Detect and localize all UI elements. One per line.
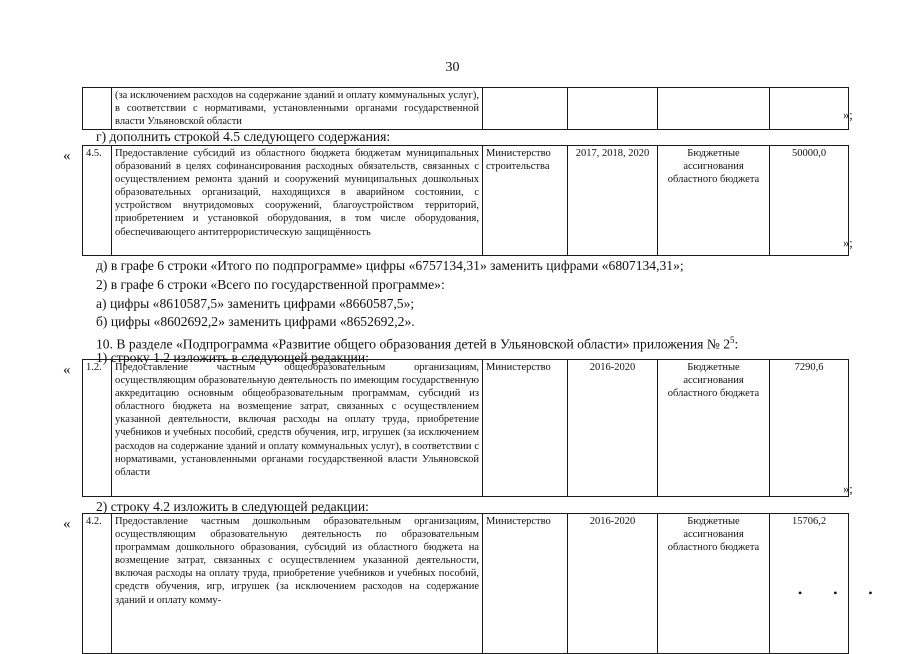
- table-row-4-5: [82, 145, 849, 256]
- cell-source: [658, 88, 770, 130]
- cell-ministry: Министерство: [483, 360, 568, 497]
- cell-years: [568, 88, 658, 130]
- paragraph-2: 2) в графе 6 строки «Всего по государственной программе»:: [96, 277, 445, 292]
- paragraph-1-2: 1) строку 1.2 изложить в следующей редакции:: [96, 350, 369, 365]
- paragraph-10-end: :: [734, 336, 739, 352]
- table-continuation: [82, 87, 849, 130]
- cell-description: Предоставление частным дошкольным образовательным организациям, осуществляющим образовательную деятельность по образовательным программам дошкольного образования, субсидий из областного бюджета на возмещение затрат, связанных с осуществлением указанной деятельности, включая расходы на оплату труда, приобретение учебников и учебных пособий, средств обучения, игр, игрушек (за исключением расходов на содержание зданий и оплату комму-: [112, 514, 483, 654]
- cell-amount: 50000,0: [770, 146, 849, 256]
- footnote-superscript: 5: [730, 335, 735, 345]
- paragraph-10-text: 10. В разделе «Подпрограмма «Развитие общего образования детей в Ульяновской области» приложения № 2: [96, 336, 730, 352]
- opening-quote: «: [63, 516, 71, 532]
- cell-description: Предоставление субсидий из областного бюджета бюджетам муниципальных образований в целях софинансирования расходных обязательств, связанных с осуществлением ремонта зданий и сооружений муниципальных дошкольных образовательных организаций, находящихся в аварийном состоянии, с устройством внутридомовых сооружений, благоустройством территорий, приобретением и установкой оборудования, в том числе оборудования, обеспечивающего антитеррористическую защищённость: [112, 146, 483, 256]
- cell-years: 2017, 2018, 2020: [568, 146, 658, 256]
- cell-ministry: [483, 88, 568, 130]
- paragraph-a: а) цифры «8610587,5» заменить цифрами «8660587,5»;: [96, 296, 415, 311]
- cell-years: 2016-2020: [568, 360, 658, 497]
- cell-description: Предоставление частным общеобразовательным организациям, осуществляющим образовательную деятельность по имеющим государственную аккредитацию основным общеобразовательным программам, субсидий из областного бюджета на возмещение затрат, связанных с осуществлением указанной деятельности, включая расходы на оплату труда, приобретение учебников и учебных пособий, средств обучения, игр, игрушек (за исключением расходов на содержание зданий и оплату коммунальных услуг), в соответствии с нормативами, установленными органами государственной власти Ульяновской области: [112, 360, 483, 497]
- table-row-4-2: [82, 513, 849, 654]
- cell-source: Бюджетные ассигнования областного бюджета: [658, 146, 770, 256]
- opening-quote: «: [63, 362, 71, 378]
- paragraph-b: б) цифры «8602692,2» заменить цифрами «8652692,2».: [96, 314, 415, 329]
- table-row-1-2: [82, 359, 849, 497]
- opening-quote: «: [63, 148, 71, 164]
- stray-marks: • • •: [798, 586, 887, 600]
- page-number: 30: [445, 60, 460, 75]
- cell-number: 1.2.: [83, 360, 112, 497]
- cell-source: Бюджетные ассигнования областного бюджета: [658, 360, 770, 497]
- cell-ministry: Министерство: [483, 514, 568, 654]
- closing-quote: »;: [843, 236, 853, 250]
- closing-quote: »;: [843, 108, 853, 122]
- cell-description: (за исключением расходов на содержание зданий и оплату коммунальных услуг), в соответствии с нормативами, установленными органами государственной власти Ульяновской области: [112, 88, 483, 130]
- cell-number: 4.2.: [83, 514, 112, 654]
- cell-number: 4.5.: [83, 146, 112, 256]
- cell-amount: 7290,6: [770, 360, 849, 497]
- closing-quote: »;: [843, 482, 853, 496]
- cell-years: 2016-2020: [568, 514, 658, 654]
- paragraph-4-2: 2) строку 4.2 изложить в следующей редакции:: [96, 499, 369, 514]
- cell-number: [83, 88, 112, 130]
- cell-amount: 15706,2: [770, 514, 849, 654]
- paragraph-g: г) дополнить строкой 4.5 следующего содержания:: [96, 129, 391, 144]
- cell-ministry: Министерство строительства: [483, 146, 568, 256]
- cell-source: Бюджетные ассигнования областного бюджета: [658, 514, 770, 654]
- cell-amount: [770, 88, 849, 130]
- paragraph-d: д) в графе 6 строки «Итого по подпрограмме» цифры «6757134,31» заменить цифрами «6807134,31»;: [96, 258, 684, 273]
